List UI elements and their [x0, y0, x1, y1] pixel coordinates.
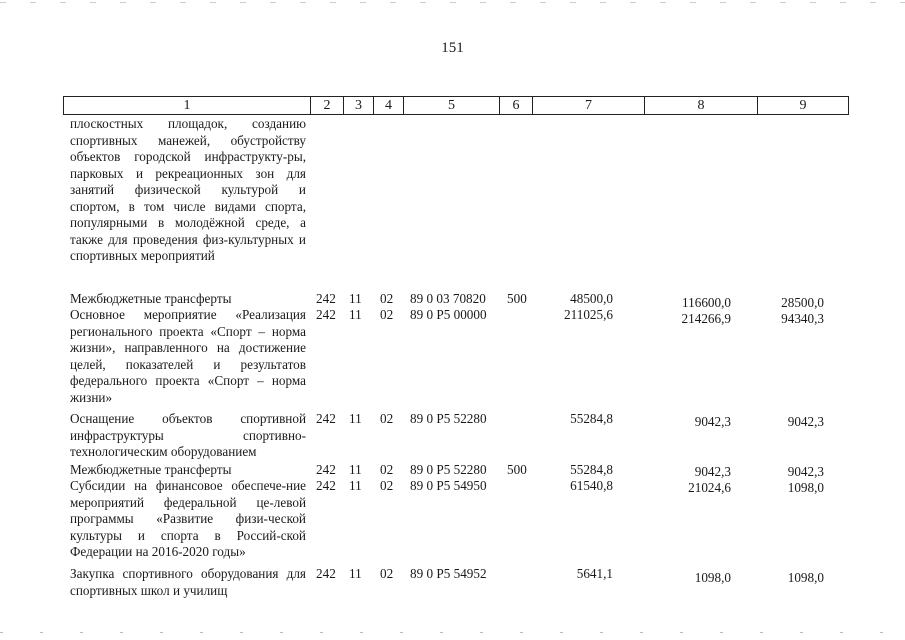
cell-col-5: 89 0 P5 52280: [410, 411, 487, 426]
cell-col-3: 11: [349, 566, 362, 581]
cell-col-2: 242: [316, 307, 336, 322]
cell-col-8: 214266,9: [681, 311, 731, 326]
row-description: Закупка спортивного оборудования для спортивных школ и училищ: [70, 566, 306, 598]
header-col-5: 5: [403, 97, 499, 114]
cell-col-9: 1098,0: [787, 480, 824, 495]
cell-col-3: 11: [349, 411, 362, 426]
cell-col-3: 11: [349, 291, 362, 306]
cell-col-3: 11: [349, 462, 362, 477]
header-col-8: 8: [644, 97, 757, 114]
cell-col-8: 9042,3: [694, 464, 731, 479]
cell-col-9: 1098,0: [787, 570, 824, 585]
cell-col-7: 211025,6: [564, 307, 613, 322]
cell-col-9: 94340,3: [781, 311, 824, 326]
cell-col-5: 89 0 P5 52280: [410, 462, 487, 477]
cell-col-7: 5641,1: [576, 566, 613, 581]
cell-col-5: 89 0 P5 54952: [410, 566, 487, 581]
cell-col-7: 48500,0: [570, 291, 613, 306]
scan-edge-bottom: [0, 632, 905, 633]
cell-col-7: 55284,8: [570, 411, 613, 426]
cell-col-4: 02: [380, 566, 394, 581]
cell-col-7: 55284,8: [570, 462, 613, 477]
row-description: Межбюджетные трансферты: [70, 291, 232, 306]
cell-col-9: 9042,3: [787, 464, 824, 479]
cell-col-4: 02: [380, 478, 394, 493]
header-col-3: 3: [343, 97, 373, 114]
cell-col-2: 242: [316, 291, 336, 306]
cell-col-5: 89 0 P5 00000: [410, 307, 487, 322]
row-description: Основное мероприятие «Реализация регионального проекта «Спорт – норма жизни», направленного на достижение целей, показателей и результатов федерального проекта «Спорт – норма жизни»: [70, 307, 306, 405]
row-description: плоскостных площадок, созданию спортивных манежей, обустройству объектов городской инфраструкту-ры, парковых и рекреационных зон для занятий физической культурой и спортом, в том числе видами спорта, популярными в молодёжной среде, а также для проведения физ-культурных и спортивных мероприятий: [70, 116, 306, 263]
cell-col-6: 500: [507, 462, 527, 477]
cell-col-2: 242: [316, 462, 336, 477]
header-col-7: 7: [532, 97, 644, 114]
cell-col-4: 02: [380, 411, 394, 426]
row-description: Оснащение объектов спортивной инфраструктуры спортивно-технологическим оборудованием: [70, 411, 306, 459]
cell-col-8: 9042,3: [694, 414, 731, 429]
header-col-9: 9: [757, 97, 848, 114]
cell-col-2: 242: [316, 478, 336, 493]
cell-col-4: 02: [380, 307, 394, 322]
header-col-6: 6: [499, 97, 532, 114]
cell-col-4: 02: [380, 462, 394, 477]
cell-col-3: 11: [349, 478, 362, 493]
row-description: Межбюджетные трансферты: [70, 462, 232, 477]
cell-col-9: 9042,3: [787, 414, 824, 429]
table-header: [63, 96, 849, 115]
cell-col-8: 116600,0: [682, 295, 731, 310]
cell-col-4: 02: [380, 291, 394, 306]
cell-col-5: 89 0 03 70820: [410, 291, 486, 306]
cell-col-2: 242: [316, 411, 336, 426]
scan-edge-top: [0, 2, 905, 3]
cell-col-8: 21024,6: [688, 480, 731, 495]
cell-col-5: 89 0 P5 54950: [410, 478, 487, 493]
cell-col-6: 500: [507, 291, 527, 306]
cell-col-9: 28500,0: [781, 295, 824, 310]
cell-col-8: 1098,0: [694, 570, 731, 585]
cell-col-7: 61540,8: [570, 478, 613, 493]
row-description: Субсидии на финансовое обеспече-ние мероприятий федеральной це-левой программы «Развитие физи-ческой культуры и спорта в Россий-ской Федерации на 2016-2020 годы»: [70, 478, 306, 559]
cell-col-3: 11: [349, 307, 362, 322]
page-number: 151: [441, 40, 464, 56]
header-col-4: 4: [373, 97, 403, 114]
header-col-1: 1: [183, 98, 191, 113]
cell-col-2: 242: [316, 566, 336, 581]
header-col-2: 2: [310, 97, 343, 114]
